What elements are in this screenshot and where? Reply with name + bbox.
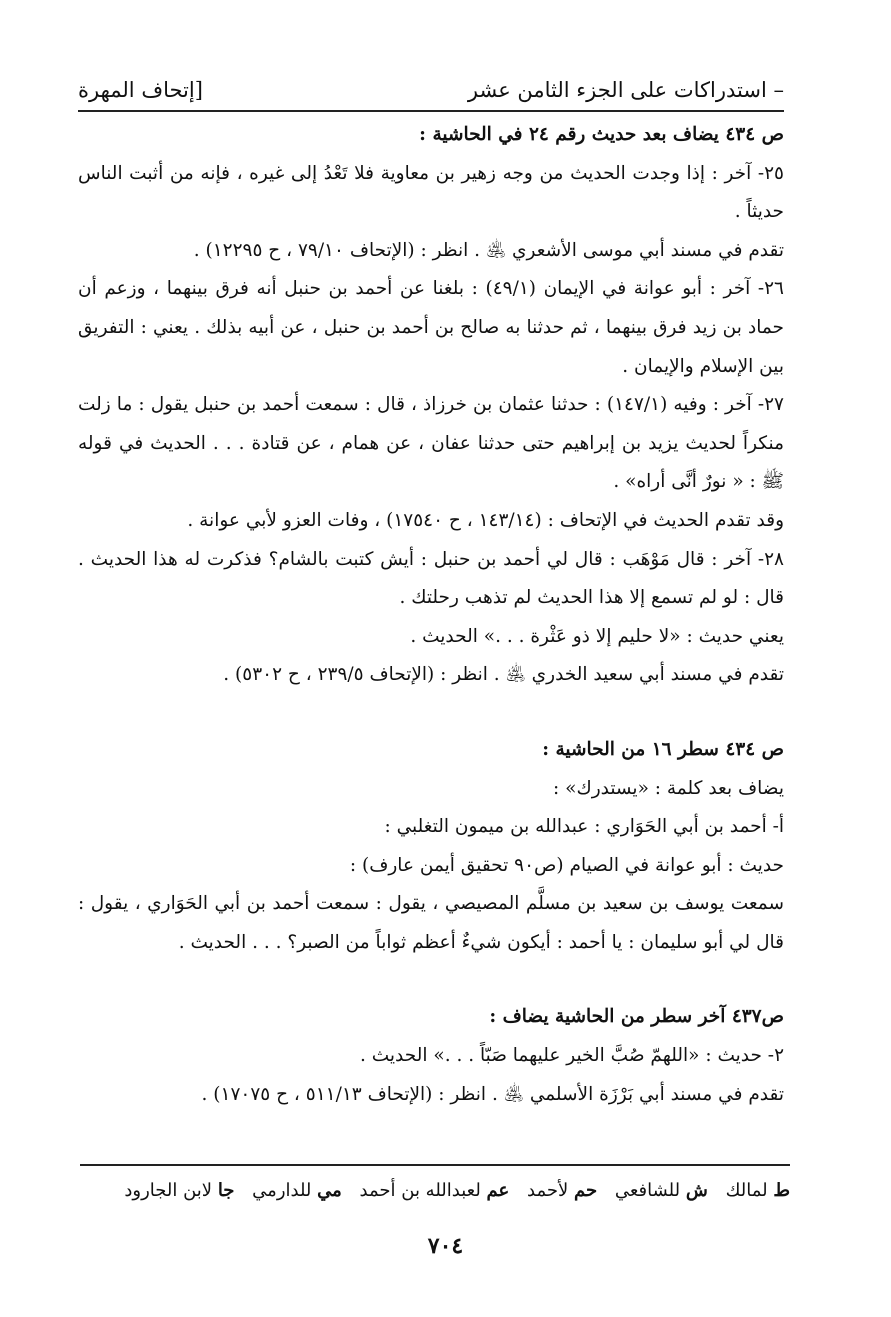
paragraph: ٢٨- آخر : قال مَوْهَب : قال لي أحمد بن حنبل : أيش كتبت بالشام؟ فذكرت له هذا الحديث . قال : لو لم تسمع إلا هذا الحديث لم تذهب رحلتك . [78,548,784,609]
main-text [78,116,784,1114]
paragraph: ٢٧- آخر : وفيه (١٤٧/١) : حدثنا عثمان بن خرزاذ ، قال : سمعت أحمد بن حنبل يقول : ما زلت منكراً لحديث يزيد بن إبراهيم حتى حدثنا عفان ، عن همام ، عن قتادة . . . الحديث في قوله ﷺ : « نورٌ أنَّى أراه» . [78,394,784,493]
paragraph: حديث : أبو عوانة في الصيام (ص٩٠ تحقيق أيمن عارف) : [349,854,784,876]
footer-rule [80,1164,790,1166]
paragraph: تقدم في مسند أبي بَرْزَة الأسلمي ﵁ . انظر : (الإتحاف ٥١١/١٣ ، ح ١٧٠٧٥) . [201,1083,784,1105]
abbrev-item: ط لمالك [725,1180,790,1201]
paragraph: تقدم في مسند أبي سعيد الخدري ﵁ . انظر : (الإتحاف ٢٣٩/٥ ، ح ٥٣٠٢) . [223,664,784,686]
abbrev-item: عم لعبدالله بن أحمد [359,1180,510,1201]
section-heading: ص ٤٣٤ يضاف بعد حديث رقم ٢٤ في الحاشية : [419,124,784,145]
page-number: ٧٠٤ [427,1233,464,1259]
paragraph: ٢٦- آخر : أبو عوانة في الإيمان (٤٩/١) : بلغنا عن أحمد بن حنبل أنه فرق بينهما ، وزعم أن حماد بن زيد فرق بينهما ، ثم حدثنا به صالح بن أحمد بن حنبل ، عن أبيه بذلك . يعني : التفريق بين الإسلام والإيمان . [78,278,784,377]
section-heading: ص٤٣٧ آخر سطر من الحاشية يضاف : [489,1006,784,1028]
running-header [78,70,784,110]
abbrev-item: جا لابن الجارود [124,1180,235,1201]
abbrev-item: مي للدارمي [252,1180,342,1201]
paragraph: ٢٥- آخر : إذا وجدت الحديث من وجه زهير بن معاوية فلا تَعْدُ إلى غيره ، فإنه من أثبت الناس حديثاً . [78,162,784,223]
abbreviation-key [80,1180,790,1201]
abbrev-item: حم لأحمد [527,1180,598,1201]
paragraph: يضاف بعد كلمة : «يستدرك» : [553,777,784,799]
paragraph: أ- أحمد بن أبي الحَوَاري : عبدالله بن ميمون التغلبي : [384,816,784,838]
header-rule [78,110,784,112]
header-title-right: – استدراكات على الجزء الثامن عشر [467,78,784,102]
abbrev-item: ش للشافعي [614,1180,708,1201]
paragraph: يعني حديث : «لا حليم إلا ذو عَثْرة . . .» الحديث . [410,625,784,647]
paragraph: تقدم في مسند أبي موسى الأشعري ﵁ . انظر : (الإتحاف ٧٩/١٠ ، ح ١٢٢٩٥) . [193,239,784,261]
section-heading: ص ٤٣٤ سطر ١٦ من الحاشية : [542,738,784,760]
paragraph: وقد تقدم الحديث في الإتحاف : (١٤٣/١٤ ، ح ١٧٥٤٠) ، وفات العزو لأبي عوانة . [187,509,784,531]
paragraph: ٢- حديث : «اللهمّ صُبَّ الخير عليهما صَبّاً . . .» الحديث . [359,1045,784,1067]
section-gap [78,962,784,998]
paragraph: سمعت يوسف بن سعيد بن مسلَّم المصيصي ، يقول : سمعت أحمد بن أبي الحَوَاري ، يقول : قال لي أبو سليمان : يا أحمد : أيكون شيءٌ أعظم ثواباً من الصبر؟ . . . الحديث . [78,893,784,953]
header-title-left: [إتحاف المهرة [78,78,203,102]
section-gap [78,695,784,731]
page-body [78,70,784,1114]
